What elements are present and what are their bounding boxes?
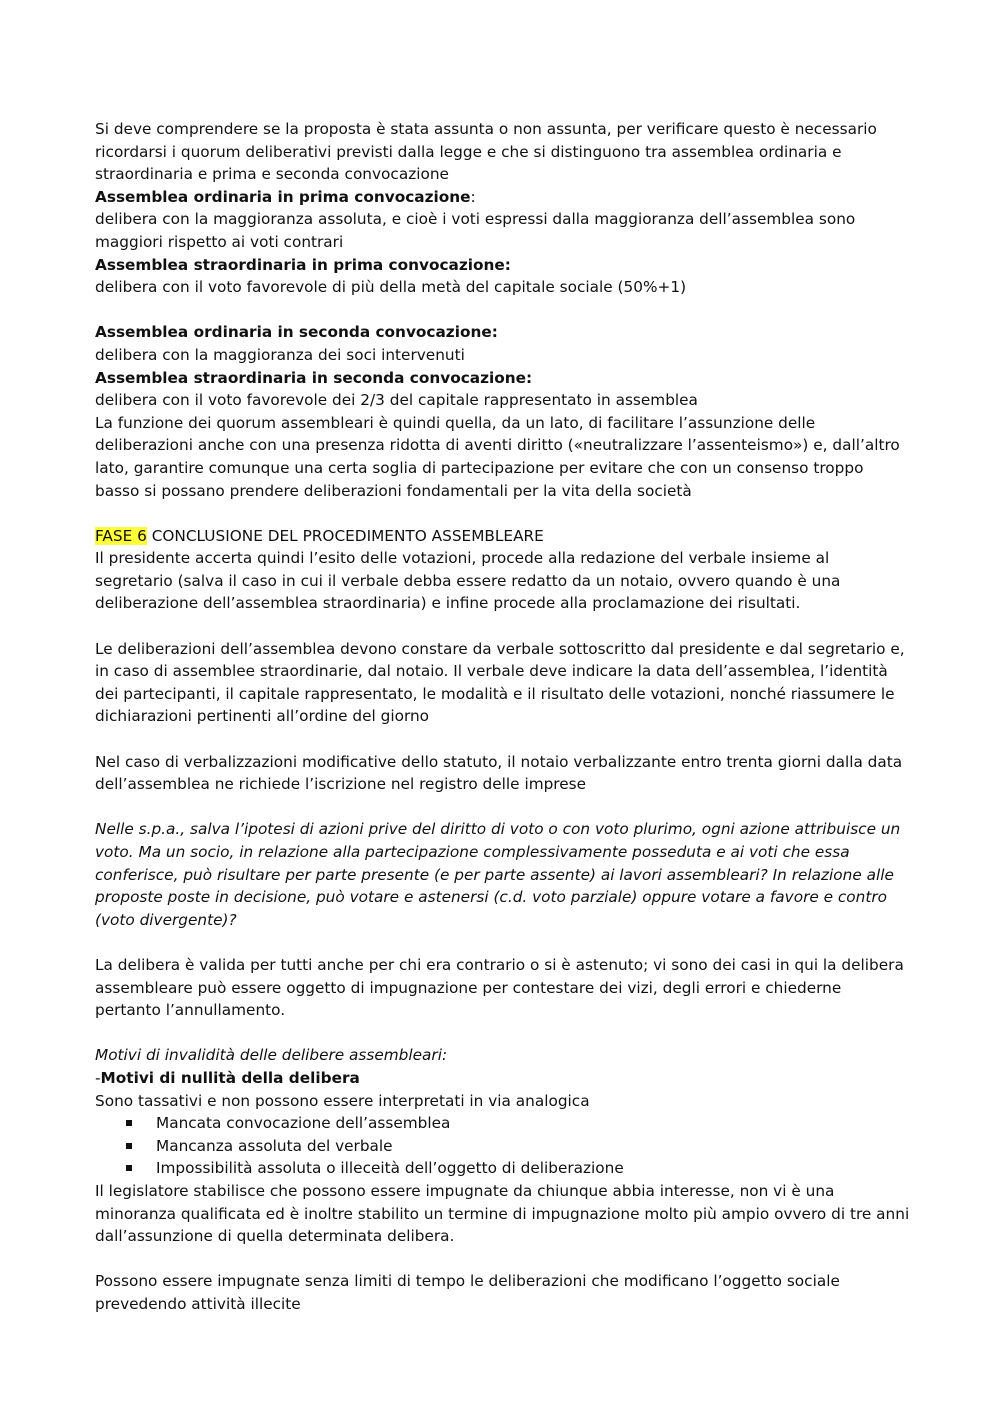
fase6-highlight-label: FASE 6 xyxy=(95,526,147,545)
spacer xyxy=(95,502,910,525)
senza-limiti-paragraph: Possono essere impugnate senza limiti di tempo le deliberazioni che modificano l’oggetto sociale prevedendo attività illecite xyxy=(95,1272,840,1313)
fase6-heading xyxy=(95,525,910,548)
spacer xyxy=(95,796,910,819)
nullita-bullet-list xyxy=(95,1112,910,1180)
nullita-text: Sono tassativi e non possono essere interpretati in via analogica xyxy=(95,1091,590,1110)
straord-prima-text: delibera con il voto favorevole di più della metà del capitale sociale (50%+1) xyxy=(95,278,687,297)
ord-seconda-heading: Assemblea ordinaria in seconda convocazione: xyxy=(95,323,498,342)
spacer xyxy=(95,299,910,322)
funzione-paragraph: La funzione dei quorum assembleari è quindi quella, da un lato, di facilitare l’assunzione delle deliberazioni anche con una presenza ridotta di aventi diritto («neutralizzare l’assenteismo») e, dall’altro lato, garantire comunque una certa soglia di partecipazione per evitare che con un consenso troppo basso si possano prendere deliberazioni fondamentali per la vita della società xyxy=(95,413,900,500)
straord-prima-heading: Assemblea straordinaria in prima convocazione: xyxy=(95,255,511,274)
ord-prima-heading-line xyxy=(95,186,910,209)
spacer xyxy=(95,615,910,638)
nullita-dash: - xyxy=(95,1068,101,1087)
fase6-paragraph-5: La delibera è valida per tutti anche per chi era contrario o si è astenuto; vi sono dei casi in qui la delibera assembleare può essere oggetto di impugnazione per contestare dei vizi, degli errori e chiederne pertanto l’annullamento. xyxy=(95,955,904,1020)
list-item: Mancanza assoluta del verbale xyxy=(125,1135,910,1158)
ord-prima-heading: Assemblea ordinaria in prima convocazione xyxy=(95,187,471,206)
straord-seconda-heading: Assemblea straordinaria in seconda convocazione: xyxy=(95,368,533,387)
intro-paragraph: Si deve comprendere se la proposta è stata assunta o non assunta, per verificare questo è necessario ricordarsi i quorum deliberativi previsti dalla legge e che si distinguono tra assemblea ordinaria e straordinaria e prima e seconda convocazione xyxy=(95,120,877,184)
legislatore-paragraph: Il legislatore stabilisce che possono essere impugnate da chiunque abbia interesse, non vi è una minoranza qualificata ed è inoltre stabilito un termine di impugnazione molto più ampio ovvero di tre anni dall’assunzione di quella determinata delibera. xyxy=(95,1181,910,1246)
invalidita-heading: Motivi di invalidità delle delibere assembleari: xyxy=(95,1046,448,1065)
straord-seconda-text: delibera con il voto favorevole dei 2/3 del capitale rappresentato in assemblea xyxy=(95,391,698,410)
list-item: Impossibilità assoluta o illeceità dell’oggetto di deliberazione xyxy=(125,1157,910,1180)
ord-seconda-text: delibera con la maggioranza dei soci intervenuti xyxy=(95,345,465,364)
fase6-paragraph-1: Il presidente accerta quindi l’esito delle votazioni, procede alla redazione del verbale insieme al segretario (salva il caso in cui il verbale debba essere redatto da un notaio, ovvero quando è una deliberazione dell’assemblea straordinaria) e infine procede alla proclamazione dei risultati. xyxy=(95,549,841,613)
ord-prima-text: delibera con la maggioranza assoluta, e cioè i voti espressi dalla maggioranza dell’assemblea sono maggiori rispetto ai voti contrari xyxy=(95,210,856,251)
spacer xyxy=(95,1248,910,1271)
nullita-heading: Motivi di nullità della delibera xyxy=(100,1068,360,1087)
nullita-heading-line xyxy=(95,1067,910,1090)
fase6-paragraph-3: Nel caso di verbalizzazioni modificative dello statuto, il notaio verbalizzante entro trenta giorni dalla data dell’assemblea ne richiede l’iscrizione nel registro delle imprese xyxy=(95,752,903,794)
fase6-paragraph-2: Le deliberazioni dell’assemblea devono constare da verbale sottoscritto dal presidente e dal segretario e, in caso di assemblee straordinarie, dal notaio. Il verbale deve indicare la data dell’assemblea, l’identità dei partecipanti, il capitale rappresentato, le modalità e il risultato delle votazioni, nonché riassumere le dichiarazioni pertinenti all’ordine del giorno xyxy=(95,639,905,726)
spacer xyxy=(95,931,910,954)
document-page xyxy=(95,118,910,1315)
fase6-italic-paragraph: Nelle s.p.a., salva l’ipotesi di azioni prive del diritto di voto o con voto plurimo, ogni azione attribuisce un voto. Ma un socio, in relazione alla partecipazione complessivamente posseduta e ai voti che essa conferisce, può risultare per parte presente (e per parte assente) ai lavori assembleari? In relazione alle proposte poste in decisione, può votare e astenersi (c.d. voto parziale) oppure votare a favore e contro (voto divergente)? xyxy=(95,820,901,929)
spacer xyxy=(95,1022,910,1045)
fase6-title: CONCLUSIONE DEL PROCEDIMENTO ASSEMBLEARE xyxy=(146,526,544,545)
list-item: Mancata convocazione dell’assemblea xyxy=(125,1112,910,1135)
spacer xyxy=(95,728,910,751)
ord-prima-colon: : xyxy=(470,187,476,206)
